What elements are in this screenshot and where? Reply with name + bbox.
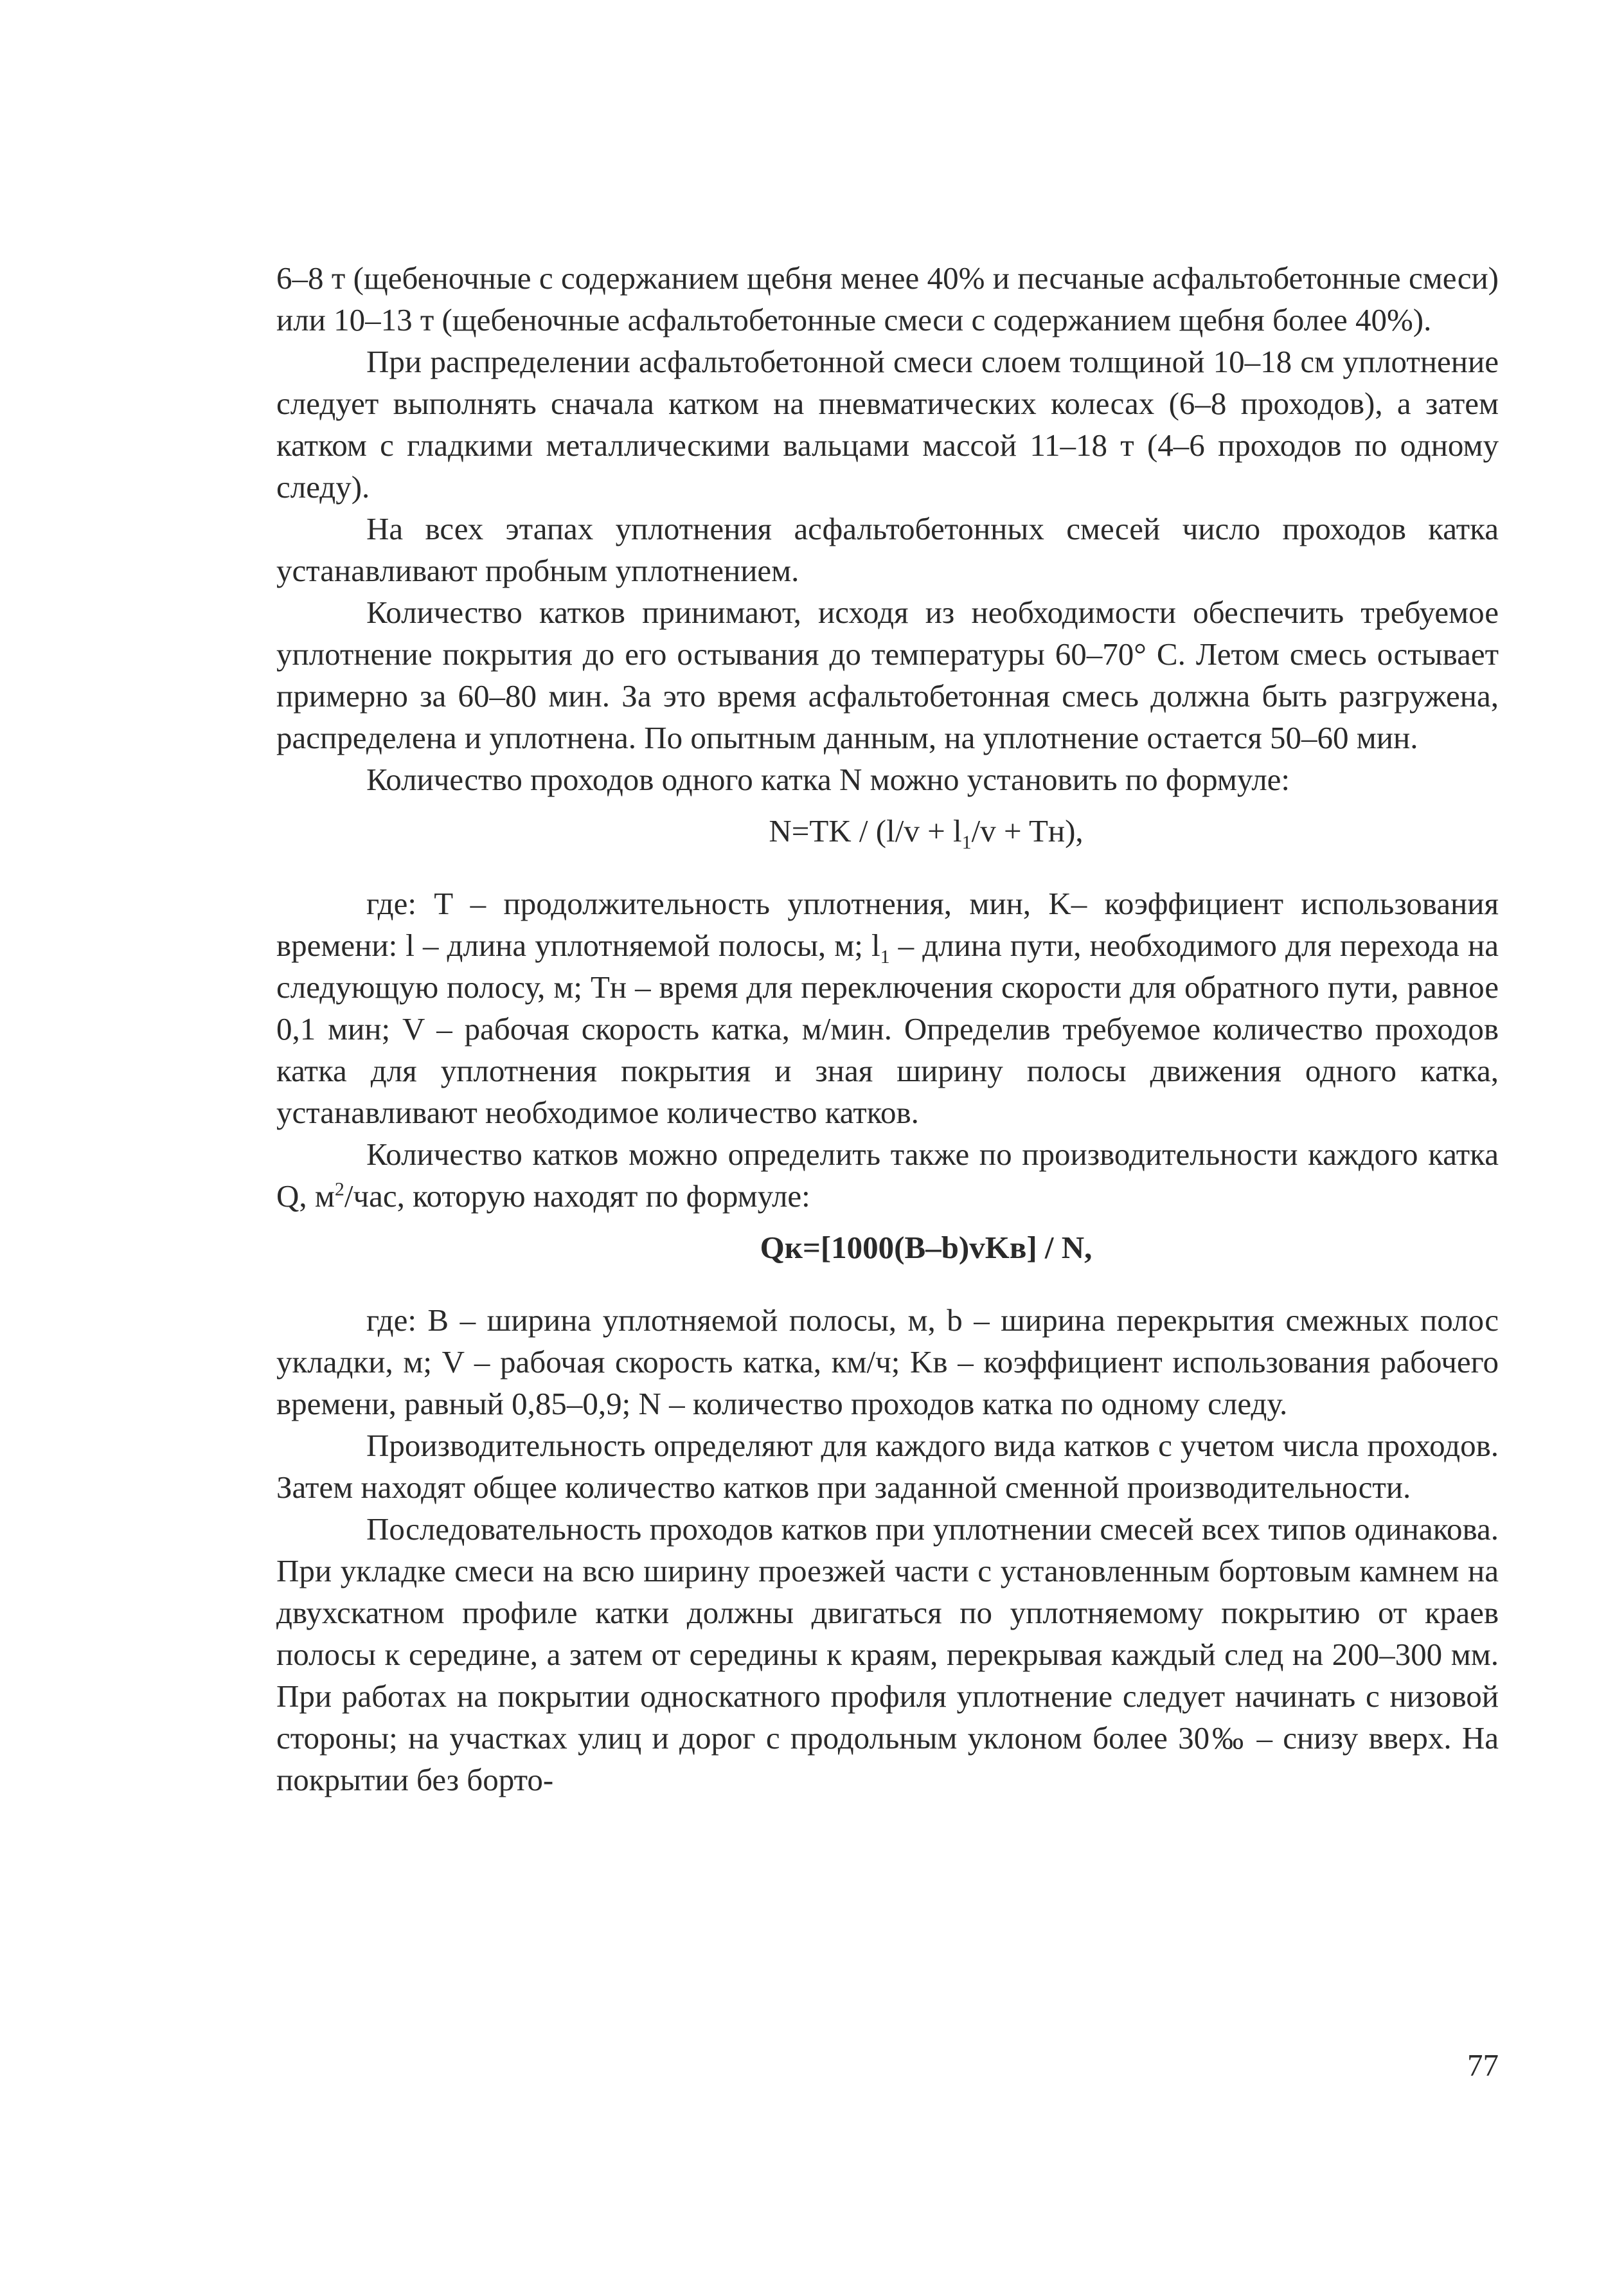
paragraph-2: При распределении асфальтобетонной смеси слоем толщиной 10–18 см уплотнение следует выполнять сначала катком на пневматических колесах (6–8 проходов), а затем катком с гладкими металлическими вальцами массой 11–18 т (4–6 проходов по одному следу). [276,344,1499,505]
where-1-subscript: 1 [880,946,890,967]
productivity-text-a: Количество катков можно определить также по производительности каждого катка Q, м [276,1137,1499,1214]
page-number: 77 [1467,2047,1499,2083]
where-1-text-b: – длина пути, необходимого для перехода на следующую полосу, м; Tн – время для переключения скорости для обратного пути, равное 0,1 мин; V – рабочая скорость катка, м/мин. Определив требуемое количество проходов катка для уплотнения покрытия и зная ширину полосы движения одного катка, устанавливают необходимое количество катков. [276,928,1499,1130]
formula-passes-end: /v + Tн), [971,813,1084,849]
paragraph-6: Производительность определяют для каждого вида катков с учетом числа проходов. Затем находят общее количество катков при заданной сменной производительности. [276,1428,1499,1505]
paragraph-1: 6–8 т (щебеночные с содержанием щебня менее 40% и песчаные асфальтобетонные смеси) или 10–13 т (щебеночные асфальтобетонные смеси с содержанием щебня более 40%). [276,260,1499,337]
paragraph-7: Последовательность проходов катков при уплотнении смесей всех типов одинакова. При укладке смеси на всю ширину проезжей части с установленным бортовым камнем на двухскатном профиле катки должны двигаться по уплотняемому покрытию от краев полосы к середине, а затем от середины к краям, перекрывая каждый след на 200–300 мм. При работах на покрытии односкатного профиля уплотнение следует начинать с низовой стороны; на участках улиц и дорог с продольным уклоном более 30‰ – снизу вверх. На покрытии без борто- [276,1511,1499,1797]
formula-passes-subscript: 1 [961,831,972,853]
paragraph-where-2: где: B – ширина уплотняемой полосы, м, b – ширина перекрытия смежных полос укладки, м; V – рабочая скорость катка, км/ч; Kв – коэффициент использования рабочего времени, равный 0,85–0,9; N – количество проходов катка по одному следу. [276,1302,1499,1421]
productivity-superscript: 2 [334,1178,344,1200]
where-1-text-a: где: T – продолжительность уплотнения, мин, K– коэффициент использования времени: l – длина уплотняемой полосы, м; l [276,886,1499,963]
formula-passes [276,810,1499,852]
paragraph-5: Количество проходов одного катка N можно установить по формуле: [366,762,1290,797]
paragraph-3: На всех этапах уплотнения асфальтобетонных смесей число проходов катка устанавливают пробным уплотнением. [276,511,1499,588]
paragraph-productivity [276,1133,1499,1217]
page-body [276,257,1499,1801]
formula-passes-start: N=TK / (l/v + l [769,813,962,849]
productivity-text-b: /час, которую находят по формуле: [344,1178,810,1214]
paragraph-where-1 [276,883,1499,1133]
formula-productivity: Qк=[1000(B–b)vKв] / N, [760,1230,1093,1265]
paragraph-4: Количество катков принимают, исходя из необходимости обеспечить требуемое уплотнение покрытия до его остывания до температуры 60–70° С. Летом смесь остывает примерно за 60–80 мин. За это время асфальтобетонная смесь должна быть разгружена, распределена и уплотнена. По опытным данным, на уплотнение остается 50–60 мин. [276,595,1499,755]
